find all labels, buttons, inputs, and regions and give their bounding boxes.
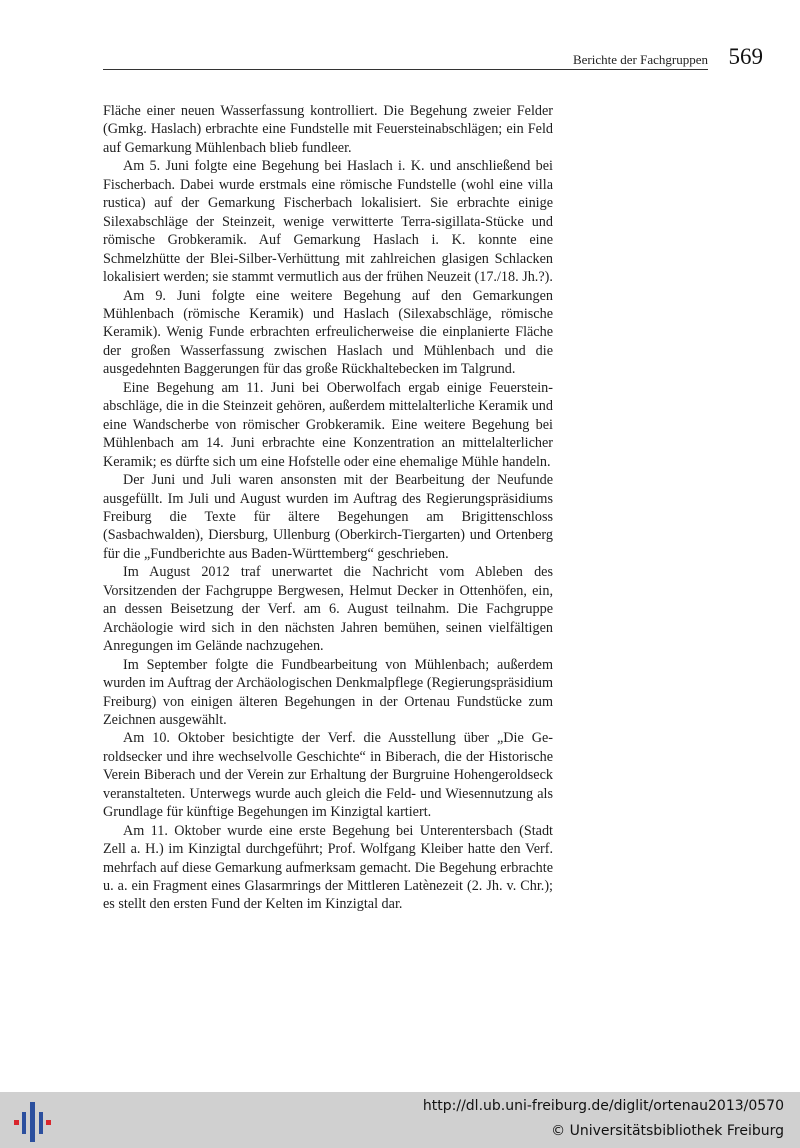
footer-bar xyxy=(0,1092,800,1148)
paragraph: Am 9. Juni folgte eine weitere Begehung auf den Gemarkungen Mühlenbach (römische Keramik) und Haslach (Silexabschläge, römische Keramik). Wenig Funde erbrachten erfreulicherweise die einplanierte Fläche der großen Wasserfassung zwischen Haslach und Mühlenbach und die ausgedehnten Baggerungen für das große Rückhaltebecken im Talgrund. xyxy=(103,287,553,378)
ub-freiburg-logo-icon xyxy=(10,1100,54,1144)
paragraph: Am 11. Oktober wurde eine erste Begehung bei Unterentersbach (Stadt Zell a. H.) im Kinzigtal durchgeführt; Prof. Wolfgang Kleiber hatte den Verf. mehrfach auf diese Gemarkung aufmerksam gemacht. Die Begehung erbrachte u. a. ein Fragment eines Glasarmrings der Mittleren Latènezeit (2. Jh. v. Chr.); es stellt den ersten Fund der Kelten im Kinzigtal dar. xyxy=(103,822,553,913)
paragraph: Der Juni und Juli waren ansonsten mit der Bearbeitung der Neufunde ausgefüllt. Im Juli und August wurden im Auftrag des Regierungspräsidiums Freiburg die Texte für ältere Begehungen am Brigittenschloss (Sasbachwalden), Diersburg, Ullenburg (Oberkirch-Tiergarten) und Ortenberg für die „Fundberichte aus Baden-Württemberg“ geschrieben. xyxy=(103,472,553,562)
header-rule xyxy=(103,69,708,70)
running-head xyxy=(103,44,763,70)
copyright-notice: © Universitätsbibliothek Freiburg xyxy=(551,1123,784,1139)
running-head-section-title: Berichte der Fachgruppen xyxy=(572,52,708,67)
paragraph: Im September folgte die Fundbearbeitung von Mühlenbach; außerdem wurden im Auftrag der Archäologischen Denkmalpflege (Regierungspräsidium Freiburg) von einigen älteren Begehungen in der Ortenau Fundstücke zum Zeichnen ausgewählt. xyxy=(103,656,553,728)
page-number: 569 xyxy=(728,44,763,69)
paragraph: Im August 2012 traf unerwartet die Nachricht vom Ableben des Vorsitzenden der Fachgruppe Bergwesen, Helmut Decker in Ottenhöfen, ein, an dessen Beisetzung der Verf. am 6. August teilnahm. Die Fachgruppe Archäologie wird sich in den nächsten Jahren bemühen, seinen vielfältigen Anregungen im Gelände nachzugehen. xyxy=(103,564,553,655)
body-text xyxy=(103,102,553,914)
paragraph: Eine Begehung am 11. Juni bei Oberwolfach ergab einige Feuersteinabschläge, die in die Steinzeit gehören, außerdem mittelalterliche Keramik und eine Wandscherbe von römischer Grobkeramik. Eine weitere Begehung bei Mühlenbach am 14. Juni erbrachte eine Konzentration an mittelalterlicher Keramik; es dürfte sich um eine Hofstelle oder eine ehemalige Mühle handeln. xyxy=(103,379,553,470)
paragraph: Am 5. Juni folgte eine Begehung bei Haslach i. K. und anschließend bei Fischerbach. Dabei wurde erstmals eine römische Fundstelle (wohl eine villa rustica) auf der Gemarkung Fischerbach lokalisiert. Sie erbrachte einige Silexabschläge der Steinzeit, wenige verwitterte Terra-sigillata-Stücke und römische Grobkeramik. Auf Gemarkung Haslach i. K. konnte eine Schmelzhütte der Blei-Silber-Verhüttung mit zahlreichen glasigen Schlacken lokalisiert werden; sie stammt vermutlich aus der frühen Neuzeit (17./18. Jh.?). xyxy=(103,158,553,286)
paragraph: Am 10. Oktober besichtigte der Verf. die Ausstellung über „Die Geroldsecker und ihre wechselvolle Geschichte“ in Biberach, die der Historische Verein Biberach und der Verein zur Erhaltung der Burgruine Hohengeroldseck veranstalteten. Unterwegs wurde auch gleich die Feld- und Wiesennutzung als Grundlage für künftige Begehungen im Kinzigtal kartiert. xyxy=(103,730,553,821)
paragraph: Fläche einer neuen Wasserfassung kontrolliert. Die Begehung zweier Felder (Gmkg. Haslach) erbrachte eine Fundstelle mit Feuersteinabschlägen; ein Feld auf Gemarkung Mühlenbach blieb fundleer. xyxy=(103,103,553,156)
source-url-link[interactable]: http://dl.ub.uni-freiburg.de/diglit/ortenau2013/0570 xyxy=(422,1098,784,1114)
